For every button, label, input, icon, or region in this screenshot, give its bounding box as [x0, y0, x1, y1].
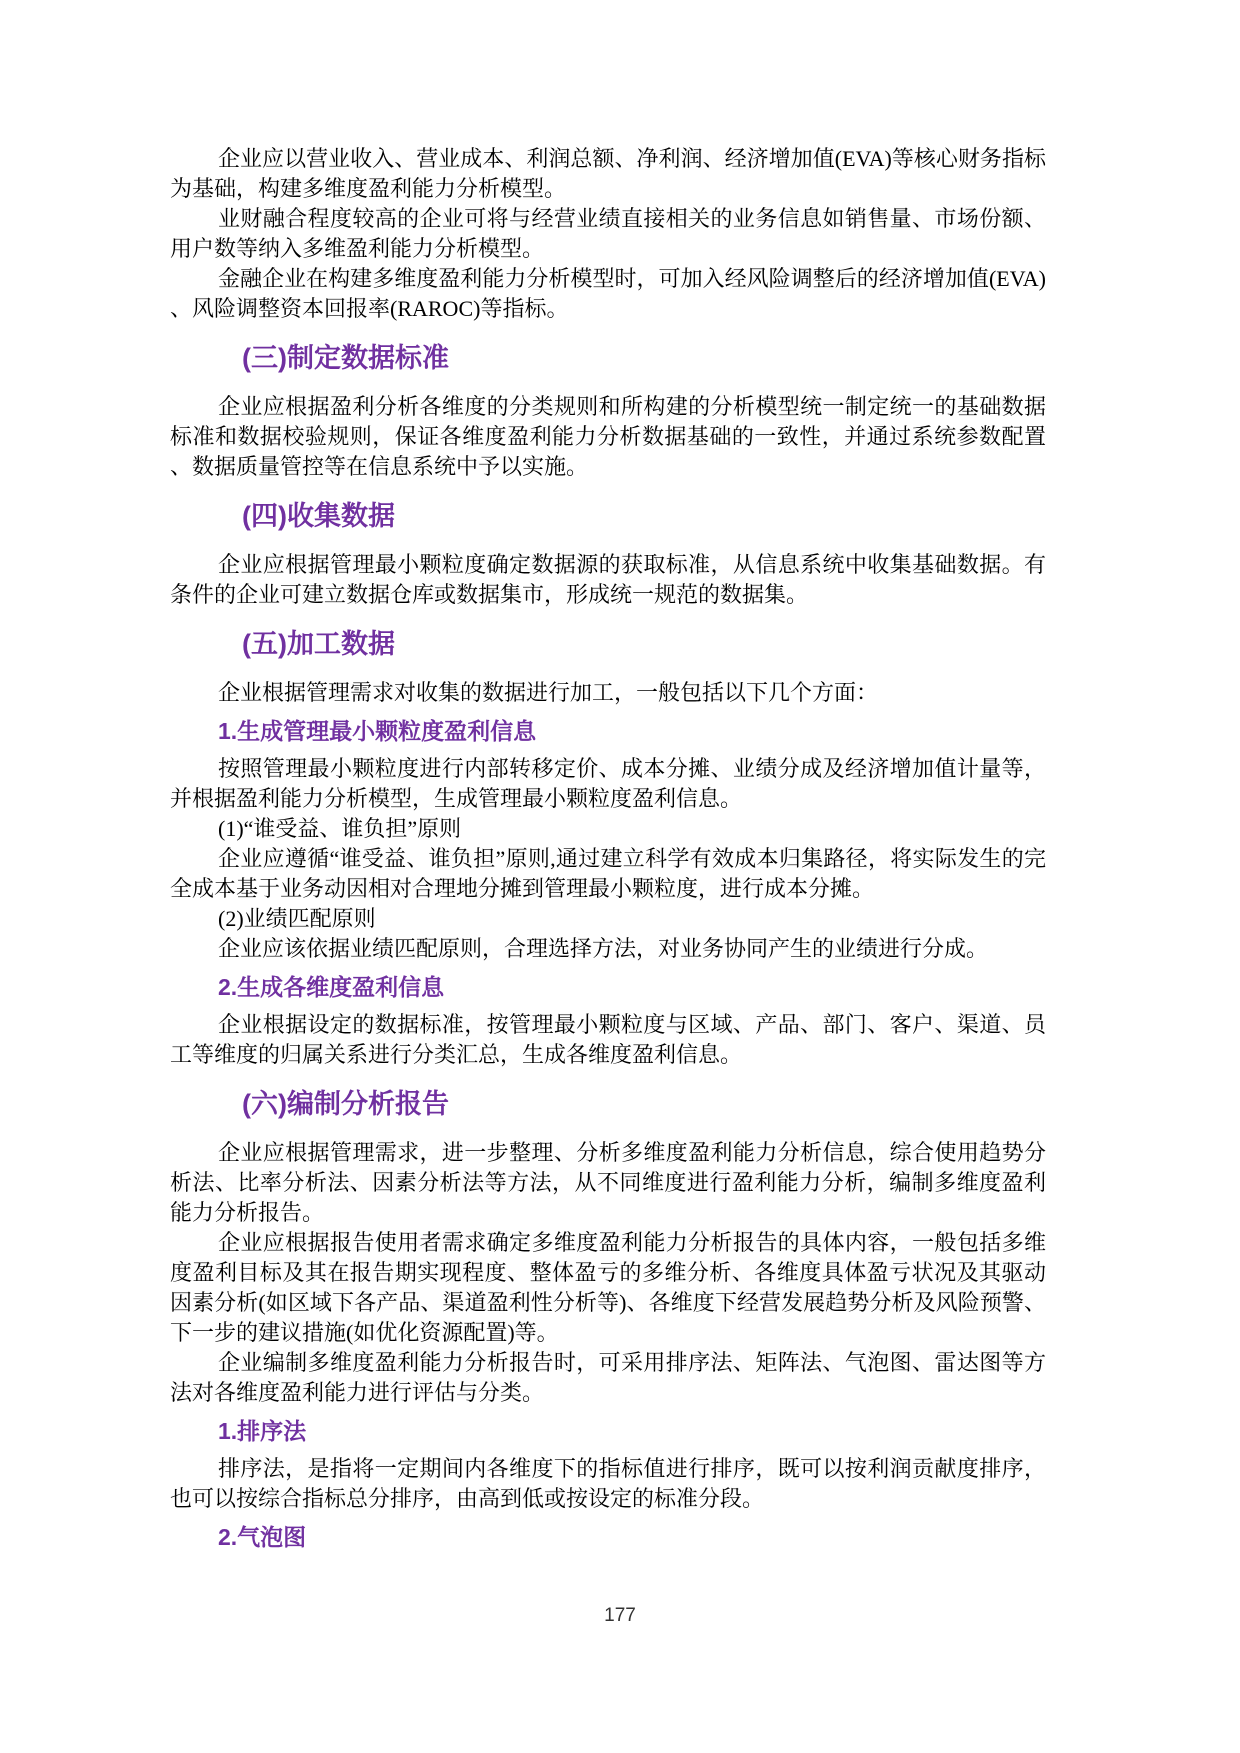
sub-heading-generate-min-granularity-profit-info: 1.生成管理最小颗粒度盈利信息 [218, 718, 537, 744]
paragraph: 企业根据设定的数据标准，按管理最小颗粒度与区域、产品、部门、客户、渠道、员工等维度的归属关系进行分类汇总，生成各维度盈利信息。 [170, 1012, 1046, 1067]
sub-heading-generate-dimension-profit-info: 2.生成各维度盈利信息 [218, 974, 445, 1000]
sub-heading-ranking-method: 1.排序法 [218, 1418, 307, 1444]
paragraph: 企业根据管理需求对收集的数据进行加工，一般包括以下几个方面： [218, 680, 879, 705]
paragraph: 金融企业在构建多维度盈利能力分析模型时，可加入经风险调整后的经济增加值(EVA)、风险调整资本回报率(RAROC)等指标。 [170, 266, 1046, 321]
paragraph: 业财融合程度较高的企业可将与经营业绩直接相关的业务信息如销售量、市场份额、用户数等纳入多维盈利能力分析模型。 [170, 206, 1046, 261]
section-heading-define-data-standards: (三)制定数据标准 [242, 343, 449, 373]
numbered-item: (2)业绩匹配原则 [218, 906, 376, 931]
section-heading-compile-analysis-report: (六)编制分析报告 [242, 1089, 449, 1119]
section-heading-process-data: (五)加工数据 [242, 629, 395, 659]
paragraph: 企业应根据盈利分析各维度的分类规则和所构建的分析模型统一制定统一的基础数据标准和数据校验规则，保证各维度盈利能力分析数据基础的一致性，并通过系统参数配置、数据质量管控等在信息系统中予以实施。 [170, 394, 1046, 479]
paragraph: 按照管理最小颗粒度进行内部转移定价、成本分摊、业绩分成及经济增加值计量等，并根据盈利能力分析模型，生成管理最小颗粒度盈利信息。 [170, 756, 1046, 811]
paragraph: 企业应该依据业绩匹配原则，合理选择方法，对业务协同产生的业绩进行分成。 [218, 936, 989, 961]
sub-heading-bubble-chart: 2.气泡图 [218, 1524, 307, 1550]
page-number: 177 [604, 1605, 636, 1626]
paragraph: 排序法，是指将一定期间内各维度下的指标值进行排序，既可以按利润贡献度排序，也可以按综合指标总分排序，由高到低或按设定的标准分段。 [170, 1456, 1046, 1511]
paragraph: 企业应根据管理最小颗粒度确定数据源的获取标准，从信息系统中收集基础数据。有条件的企业可建立数据仓库或数据集市，形成统一规范的数据集。 [170, 552, 1046, 607]
paragraph: 企业编制多维度盈利能力分析报告时，可采用排序法、矩阵法、气泡图、雷达图等方法对各维度盈利能力进行评估与分类。 [170, 1350, 1046, 1405]
paragraph: 企业应以营业收入、营业成本、利润总额、净利润、经济增加值(EVA)等核心财务指标为基础，构建多维度盈利能力分析模型。 [170, 146, 1046, 201]
document-body [170, 144, 1046, 1560]
section-heading-collect-data: (四)收集数据 [242, 501, 395, 531]
paragraph: 企业应遵循“谁受益、谁负担”原则,通过建立科学有效成本归集路径，将实际发生的完全成本基于业务动因相对合理地分摊到管理最小颗粒度，进行成本分摊。 [170, 846, 1046, 901]
paragraph: 企业应根据管理需求，进一步整理、分析多维度盈利能力分析信息，综合使用趋势分析法、比率分析法、因素分析法等方法，从不同维度进行盈利能力分析，编制多维度盈利能力分析报告。 [170, 1140, 1046, 1225]
paragraph: 企业应根据报告使用者需求确定多维度盈利能力分析报告的具体内容，一般包括多维度盈利目标及其在报告期实现程度、整体盈亏的多维分析、各维度具体盈亏状况及其驱动因素分析(如区域下各产品、渠道盈利性分析等)、各维度下经营发展趋势分析及风险预警、下一步的建议措施(如优化资源配置)等。 [170, 1230, 1046, 1345]
numbered-item: (1)“谁受益、谁负担”原则 [218, 816, 462, 841]
